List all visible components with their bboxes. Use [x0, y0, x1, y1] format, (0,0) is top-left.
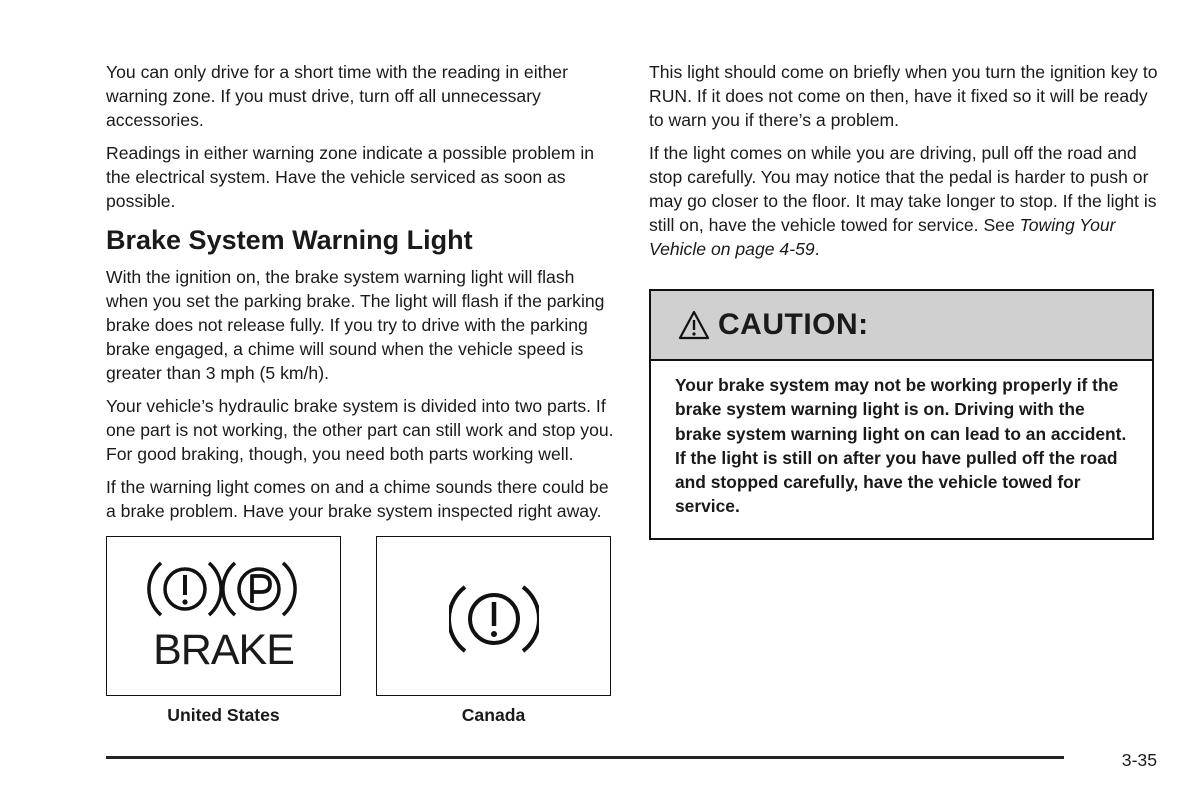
caution-title: CAUTION:	[718, 308, 869, 341]
caution-header	[651, 291, 1152, 361]
paragraph-electrical-problem: Readings in either warning zone indicate a possible problem in the electrical system. Have the vehicle serviced as soon as possible.	[106, 143, 595, 211]
caption-canada: Canada	[461, 705, 526, 725]
figure-canada-brake-light	[376, 536, 611, 696]
paragraph-hydraulic-system: Your vehicle’s hydraulic brake system is divided into two parts. If one part is not working, the other part can still work and stop you. For good braking, though, you need both parts working well.	[106, 396, 614, 464]
right-column	[649, 60, 1161, 270]
paragraph-end-period: .	[814, 239, 820, 259]
figure-us-brake-light	[106, 536, 341, 696]
section-heading-brake-warning: Brake System Warning Light	[106, 225, 473, 255]
towing-page-reference: Towing Your Vehicle on page 4-59	[649, 215, 1116, 259]
footer-rule	[106, 756, 1064, 759]
paragraph-light-run: This light should come on briefly when you turn the ignition key to RUN. If it does not come on then, have it fixed so it will be ready to warn you if there’s a problem.	[649, 62, 1158, 130]
left-column	[106, 60, 614, 532]
paragraph-light-driving-text: If the light comes on while you are driving, pull off the road and stop carefully. You may notice that the pedal is harder to push or may go closer to the floor. It may take longer to stop. If the light is still on, have the vehicle towed for service. See	[649, 143, 1157, 235]
caution-box	[649, 289, 1154, 540]
caption-united-states: United States	[167, 705, 280, 725]
paragraph-brake-flash: With the ignition on, the brake system warning light will flash when you set the parking brake. The light will flash if the parking brake does not release fully. If you try to drive with the parking brake engaged, a chime will sound when the vehicle speed is greater than 3 mph (5 km/h).	[106, 267, 605, 383]
caution-body: Your brake system may not be working properly if the brake system warning light is on. Driving with the brake system warning light on can lead to an accident. If the light is still on after you have pulled off the road and stopped carefully, have the vehicle towed for service.	[675, 375, 1127, 517]
paragraph-accessories: You can only drive for a short time with the reading in either warning zone. If you must drive, turn off all unnecessary accessories.	[106, 62, 568, 130]
brake-label: BRAKE	[153, 626, 294, 674]
warning-triangle-icon	[678, 310, 710, 340]
exclamation-circle-icon	[147, 557, 223, 621]
parking-p-circle-icon	[221, 557, 297, 621]
exclamation-circle-icon	[449, 581, 539, 657]
paragraph-light-driving	[649, 141, 1161, 261]
paragraph-chime-sounds: If the warning light comes on and a chime sounds there could be a brake problem. Have your brake system inspected right away.	[106, 477, 609, 521]
page-number: 3-35	[1121, 750, 1157, 770]
